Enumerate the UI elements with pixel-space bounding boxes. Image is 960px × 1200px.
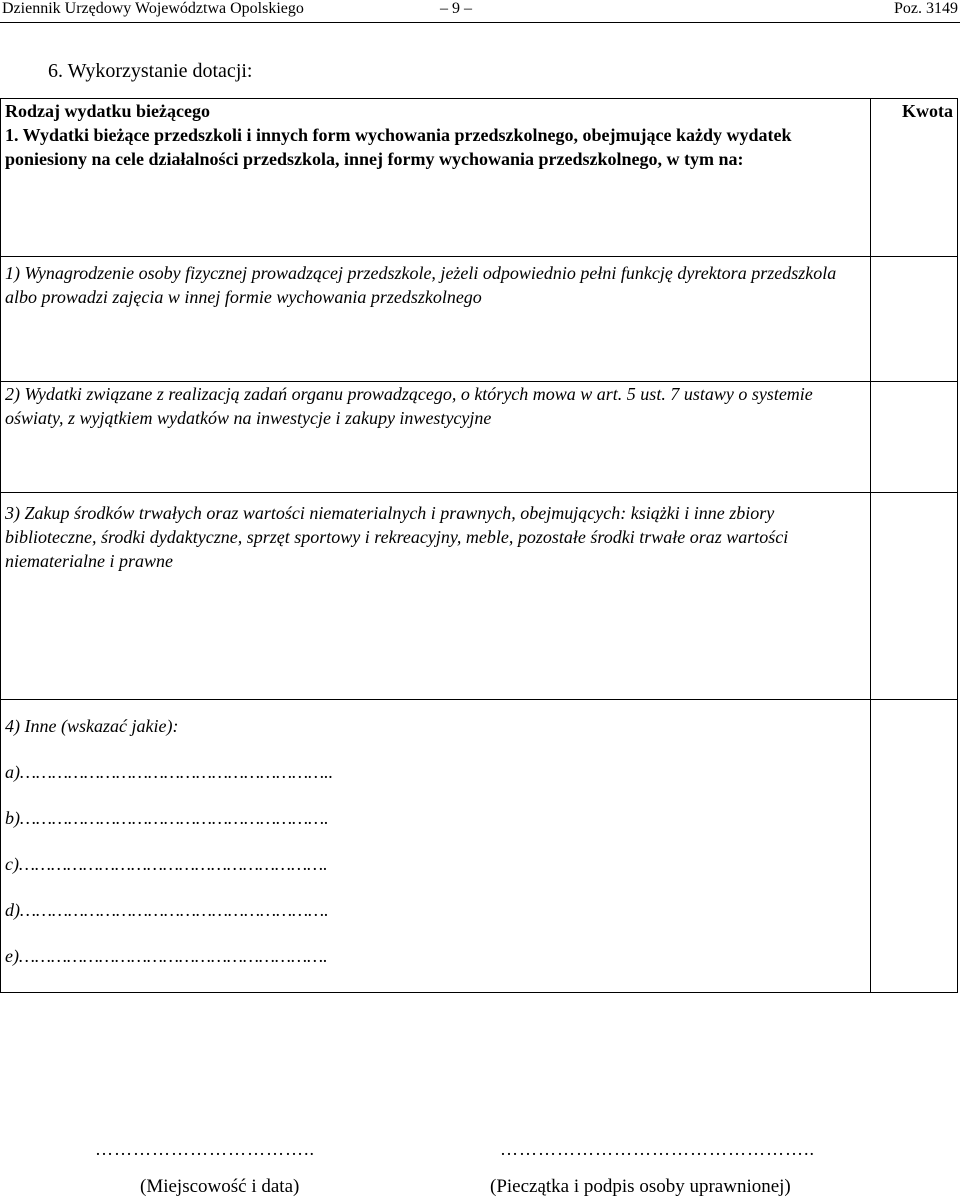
other-item-d[interactable]: d)………………………………………………….: [5, 900, 329, 920]
journal-title: Dziennik Urzędowy Województwa Opolskiego: [2, 0, 304, 17]
amount-label: Kwota: [902, 101, 953, 121]
expense-item-3: 3) Zakup środków trwałych oraz wartości niematerialnych i prawnych, obejmujących: książki i inne zbiory biblioteczne, środki dydaktyczne, sprzęt sportowy i rekreacyjny, meble, pozostałe środki trwałe oraz wartości niematerialne i prawne: [1, 493, 871, 700]
other-item-c[interactable]: c)………………………………………………….: [5, 854, 328, 874]
main-expense-description: 1. Wydatki bieżące przedszkoli i innych form wychowania przedszkolnego, obejmujące każdy wydatek poniesiony na cele działalności przedszkola, innej formy wychowania przedszkolnego, w tym na:: [5, 125, 792, 169]
table-row: [1, 257, 958, 382]
expense-item-4: 4) Inne (wskazać jakie):: [5, 716, 179, 736]
table-row: [1, 382, 958, 493]
signature-label: (Pieczątka i podpis osoby uprawnionej): [490, 1176, 791, 1197]
column-header-amount: [871, 99, 958, 257]
expense-type-cell: [1, 99, 871, 257]
expense-item-1: 1) Wynagrodzenie osoby fizycznej prowadzącej przedszkole, jeżeli odpowiednio pełni funkcję dyrektora przedszkola albo prowadzi zajęcia w innej formie wychowania przedszkolnego: [1, 257, 871, 382]
grant-usage-table: [0, 98, 958, 993]
place-date-label: (Miejscowość i data): [140, 1176, 300, 1197]
other-item-b[interactable]: b)………………………………………………….: [5, 808, 329, 828]
other-item-e[interactable]: e)………………………………………………….: [5, 946, 328, 966]
amount-cell-1[interactable]: [871, 257, 958, 382]
amount-cell-2[interactable]: [871, 382, 958, 493]
expense-item-4-cell: [1, 700, 871, 993]
table-row: [1, 493, 958, 700]
expense-item-2: 2) Wydatki związane z realizacją zadań organu prowadzącego, o których mowa w art. 5 ust. 7 ustawy o systemie oświaty, z wyjątkiem wydatków na inwestycje i zakupy inwestycyjne: [1, 382, 871, 493]
table-row: [1, 99, 958, 257]
page-number: – 9 –: [440, 0, 472, 17]
place-date-line[interactable]: ……………………………..: [95, 1139, 315, 1159]
amount-cell-3[interactable]: [871, 493, 958, 700]
section-title: 6. Wykorzystanie dotacji:: [48, 60, 253, 82]
position-number: Poz. 3149: [894, 0, 958, 17]
amount-cell-4[interactable]: [871, 700, 958, 993]
column-header-type: Rodzaj wydatku bieżącego: [5, 101, 210, 121]
page-header: [0, 0, 960, 23]
other-item-a[interactable]: a)…………………………………………………..: [5, 762, 334, 782]
table-row: [1, 700, 958, 993]
signature-line[interactable]: …………………………………………..: [500, 1139, 815, 1159]
